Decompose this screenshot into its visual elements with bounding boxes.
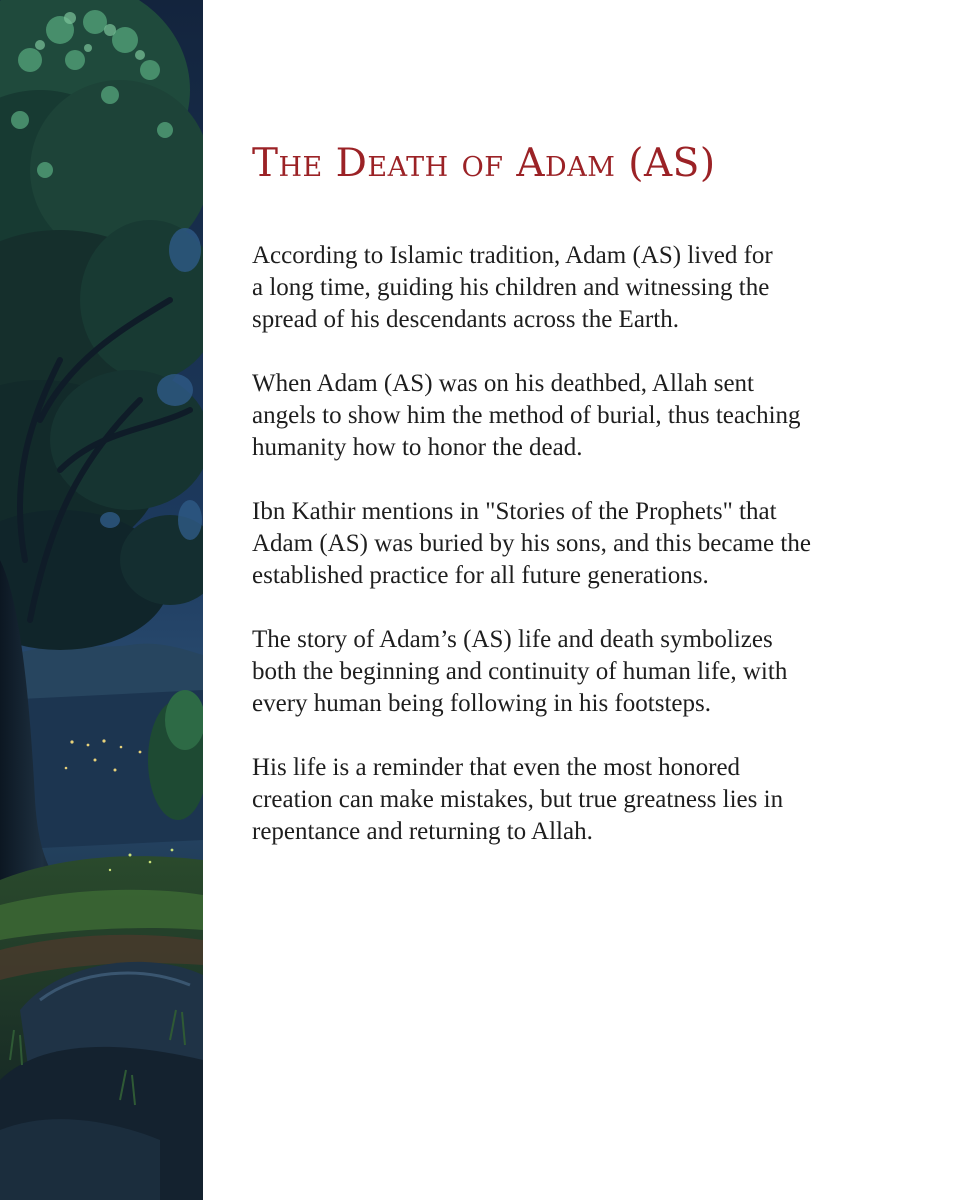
- night-tree-illustration: [0, 0, 203, 1200]
- article: [252, 140, 892, 880]
- night-tree-illustration-svg: [0, 0, 203, 1200]
- paragraph-5: His life is a reminder that even the most honored creation can make mistakes, but true greatness lies in repentance and returning to Allah.: [252, 754, 784, 845]
- page-title: The Death of Adam (AS): [252, 141, 716, 186]
- paragraph-2: When Adam (AS) was on his deathbed, Allah sent angels to show him the method of burial, thus teaching humanity how to honor the dead.: [252, 370, 801, 461]
- article-body: [252, 240, 892, 848]
- paragraph-4: The story of Adam’s (AS) life and death symbolizes both the beginning and continuity of human life, with every human being following in his footsteps.: [252, 626, 788, 717]
- paragraph-1: According to Islamic tradition, Adam (AS) lived for a long time, guiding his children and witnessing the spread of his descendants across the Earth.: [252, 242, 773, 333]
- paragraph-3: Ibn Kathir mentions in "Stories of the Prophets" that Adam (AS) was buried by his sons, and this became the established practice for all future generations.: [252, 498, 811, 589]
